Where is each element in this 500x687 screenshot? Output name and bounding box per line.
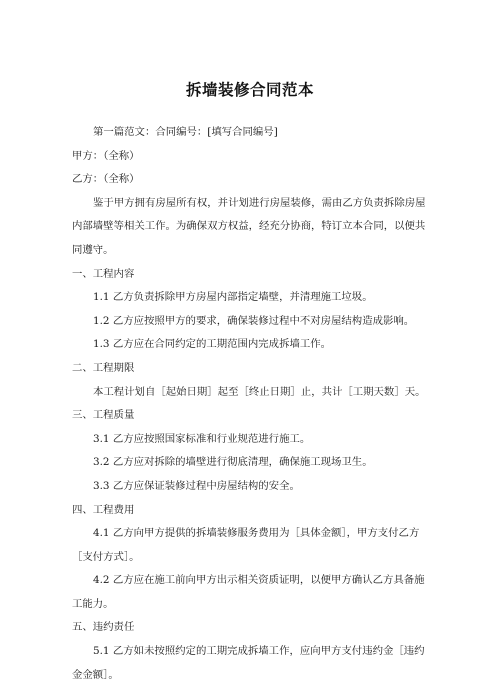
clause-4-2: 4.2 乙方应在施工前向甲方出示相关资质证明，以便甲方确认乙方具备施工能力。 — [72, 574, 425, 610]
section-heading-breach-liability: 五、违约责任 — [72, 621, 135, 634]
party-b-line: 乙方：（全称） — [72, 173, 140, 186]
clause-4-1: 4.1 乙方向甲方提供的拆墙装修服务费用为［具体金额］，甲方支付乙方［支付方式］。 — [72, 527, 420, 563]
document-title: 拆墙装修合同范本 — [185, 80, 314, 99]
clause-1-1: 1.1 乙方负责拆除甲方房屋内部指定墙壁，并清理施工垃圾。 — [93, 291, 373, 304]
section-heading-work-quality: 三、工程质量 — [72, 409, 135, 422]
clause-3-1: 3.1 乙方应按照国家标准和行业规范进行施工。 — [93, 432, 311, 445]
section-heading-work-period: 二、工程期限 — [72, 361, 135, 374]
clause-3-2: 3.2 乙方应对拆除的墙壁进行彻底清理，确保施工现场卫生。 — [93, 456, 373, 469]
intro-line: 第一篇范文：合同编号：[填写合同编号] — [93, 126, 278, 138]
document-body — [72, 121, 434, 687]
clause-1-2: 1.2 乙方应按照甲方的要求，确保装修过程中不对房屋结构造成影响。 — [93, 314, 415, 327]
section-heading-work-content: 一、工程内容 — [72, 267, 135, 280]
section-heading-work-cost: 四、工程费用 — [72, 503, 135, 516]
party-a-line: 甲方：（全称） — [72, 149, 140, 162]
clause-5-1: 5.1 乙方如未按照约定的工期完成拆墙工作，应向甲方支付违约金［违约金金额］。 — [72, 645, 425, 681]
preamble-paragraph: 鉴于甲方拥有房屋所有权，并计划进行房屋装修，需由乙方负责拆除房屋内部墙壁等相关工作。为确保双方权益，经充分协商，特订立本合同，以便共同遵守。 — [72, 196, 426, 256]
clause-2: 本工程计划自［起始日期］起至［终止日期］止，共计［工期天数］天。 — [93, 385, 426, 398]
clause-3-3: 3.3 乙方应保证装修过程中房屋结构的安全。 — [93, 479, 300, 492]
clause-1-3: 1.3 乙方应在合同约定的工期范围内完成拆墙工作。 — [93, 338, 332, 351]
